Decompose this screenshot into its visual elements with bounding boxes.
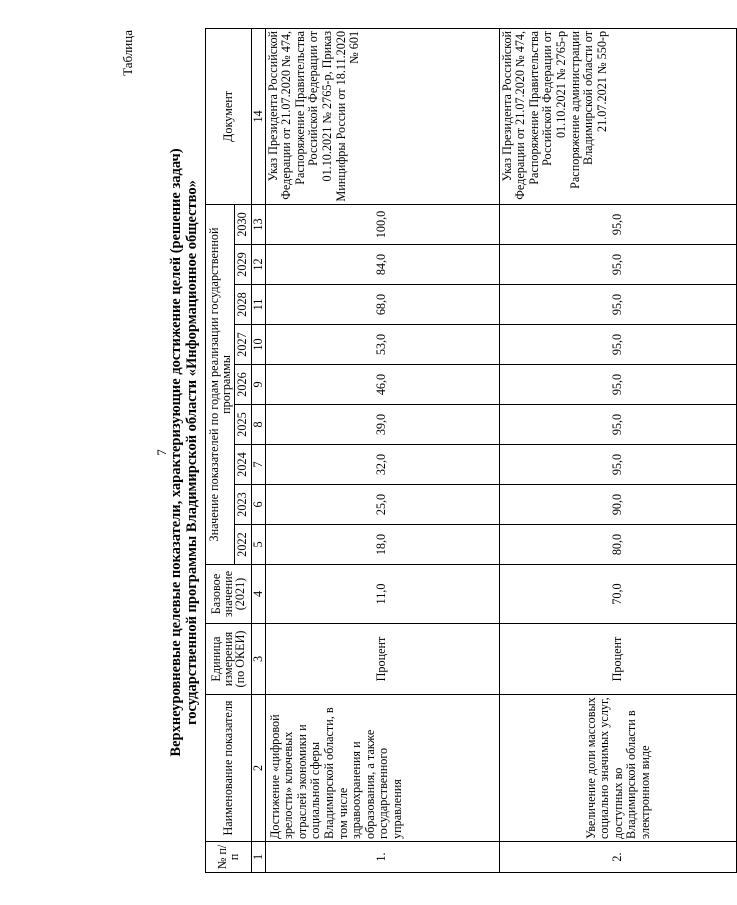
header-doc: Документ (206, 28, 252, 204)
column-number: 10 (251, 325, 265, 365)
column-number-row (251, 28, 265, 872)
row-number: 1. (265, 842, 499, 873)
year-value: 68,0 (265, 285, 499, 325)
column-number: 12 (251, 245, 265, 285)
header-year: 2022 (235, 525, 252, 565)
table-title (168, 20, 200, 885)
year-value: 53,0 (265, 325, 499, 365)
header-year: 2030 (235, 204, 252, 244)
column-number: 11 (251, 285, 265, 325)
year-value: 95,0 (499, 405, 736, 445)
page-number: 7 (154, 449, 169, 456)
column-number: 7 (251, 445, 265, 485)
title-line-1: Верхнеуровневые целевые показатели, характеризующие достижение целей (решение задач) (168, 148, 184, 757)
column-number: 6 (251, 485, 265, 525)
year-value: 90,0 (499, 485, 736, 525)
indicators-table (205, 28, 737, 873)
header-year: 2023 (235, 485, 252, 525)
header-year: 2027 (235, 325, 252, 365)
column-number: 4 (251, 565, 265, 624)
header-row (206, 28, 235, 872)
header-num: № п/п (206, 842, 252, 873)
title-line-2: государственной программы Владимирской области «Информационное общество» (184, 180, 200, 725)
year-value: 95,0 (499, 204, 736, 244)
column-number: 14 (251, 28, 265, 204)
indicator-name: Достижение «цифровой зрелости» ключевых отраслей экономики и социальной сферы Владимирской области, в том числе здравоохранения и образования, а также государственного управления (265, 695, 499, 842)
header-unit: Единица измерения (по ОКЕИ) (206, 624, 252, 695)
table-row (499, 28, 736, 872)
year-value: 84,0 (265, 245, 499, 285)
column-number: 1 (251, 842, 265, 873)
table-row (265, 28, 499, 872)
header-year: 2028 (235, 285, 252, 325)
year-value: 95,0 (499, 365, 736, 405)
year-value: 95,0 (499, 285, 736, 325)
rotated-page (58, 20, 652, 885)
column-number: 5 (251, 525, 265, 565)
row-number: 2. (499, 842, 736, 873)
year-value: 95,0 (499, 245, 736, 285)
unit-cell: Процент (265, 624, 499, 695)
indicator-name: Увеличение доли массовых социально значимых услуг, доступных во Владимирской области в электронном виде (499, 695, 736, 842)
column-number: 13 (251, 204, 265, 244)
base-value: 70,0 (499, 565, 736, 624)
document-reference: Указ Президента Российской Федерации от 21.07.2020 № 474, Распоряжение Правительства Российской Федерации от 01.10.2021 № 2765-р, Приказ Минцифры России от 18.11.2020 № 601 (265, 28, 499, 204)
year-value: 25,0 (265, 485, 499, 525)
year-value: 46,0 (265, 365, 499, 405)
base-value: 11,0 (265, 565, 499, 624)
year-value: 100,0 (265, 204, 499, 244)
year-value: 32,0 (265, 445, 499, 485)
table-label: Таблица (120, 30, 135, 76)
year-value: 39,0 (265, 405, 499, 445)
column-number: 2 (251, 695, 265, 842)
header-base: Базовое значение (2021) (206, 565, 252, 624)
header-year: 2029 (235, 245, 252, 285)
header-years-group: Значение показателей по годам реализации государственной программы (206, 204, 235, 564)
column-number: 8 (251, 405, 265, 445)
header-year: 2024 (235, 445, 252, 485)
header-year: 2026 (235, 365, 252, 405)
year-value: 80,0 (499, 525, 736, 565)
unit-cell: Процент (499, 624, 736, 695)
column-number: 3 (251, 624, 265, 695)
year-value: 18,0 (265, 525, 499, 565)
column-number: 9 (251, 365, 265, 405)
year-value: 95,0 (499, 325, 736, 365)
year-value: 95,0 (499, 445, 736, 485)
document-reference: Указ Президента Российской Федерации от 21.07.2020 № 474, Распоряжение Правительства Российской Федерации от 01.10.2021 № 2765-р Распоряжение администрации Владимирской области от 21.07.2021 № 550-р (499, 28, 736, 204)
header-name: Наименование показателя (206, 695, 252, 842)
header-year: 2025 (235, 405, 252, 445)
